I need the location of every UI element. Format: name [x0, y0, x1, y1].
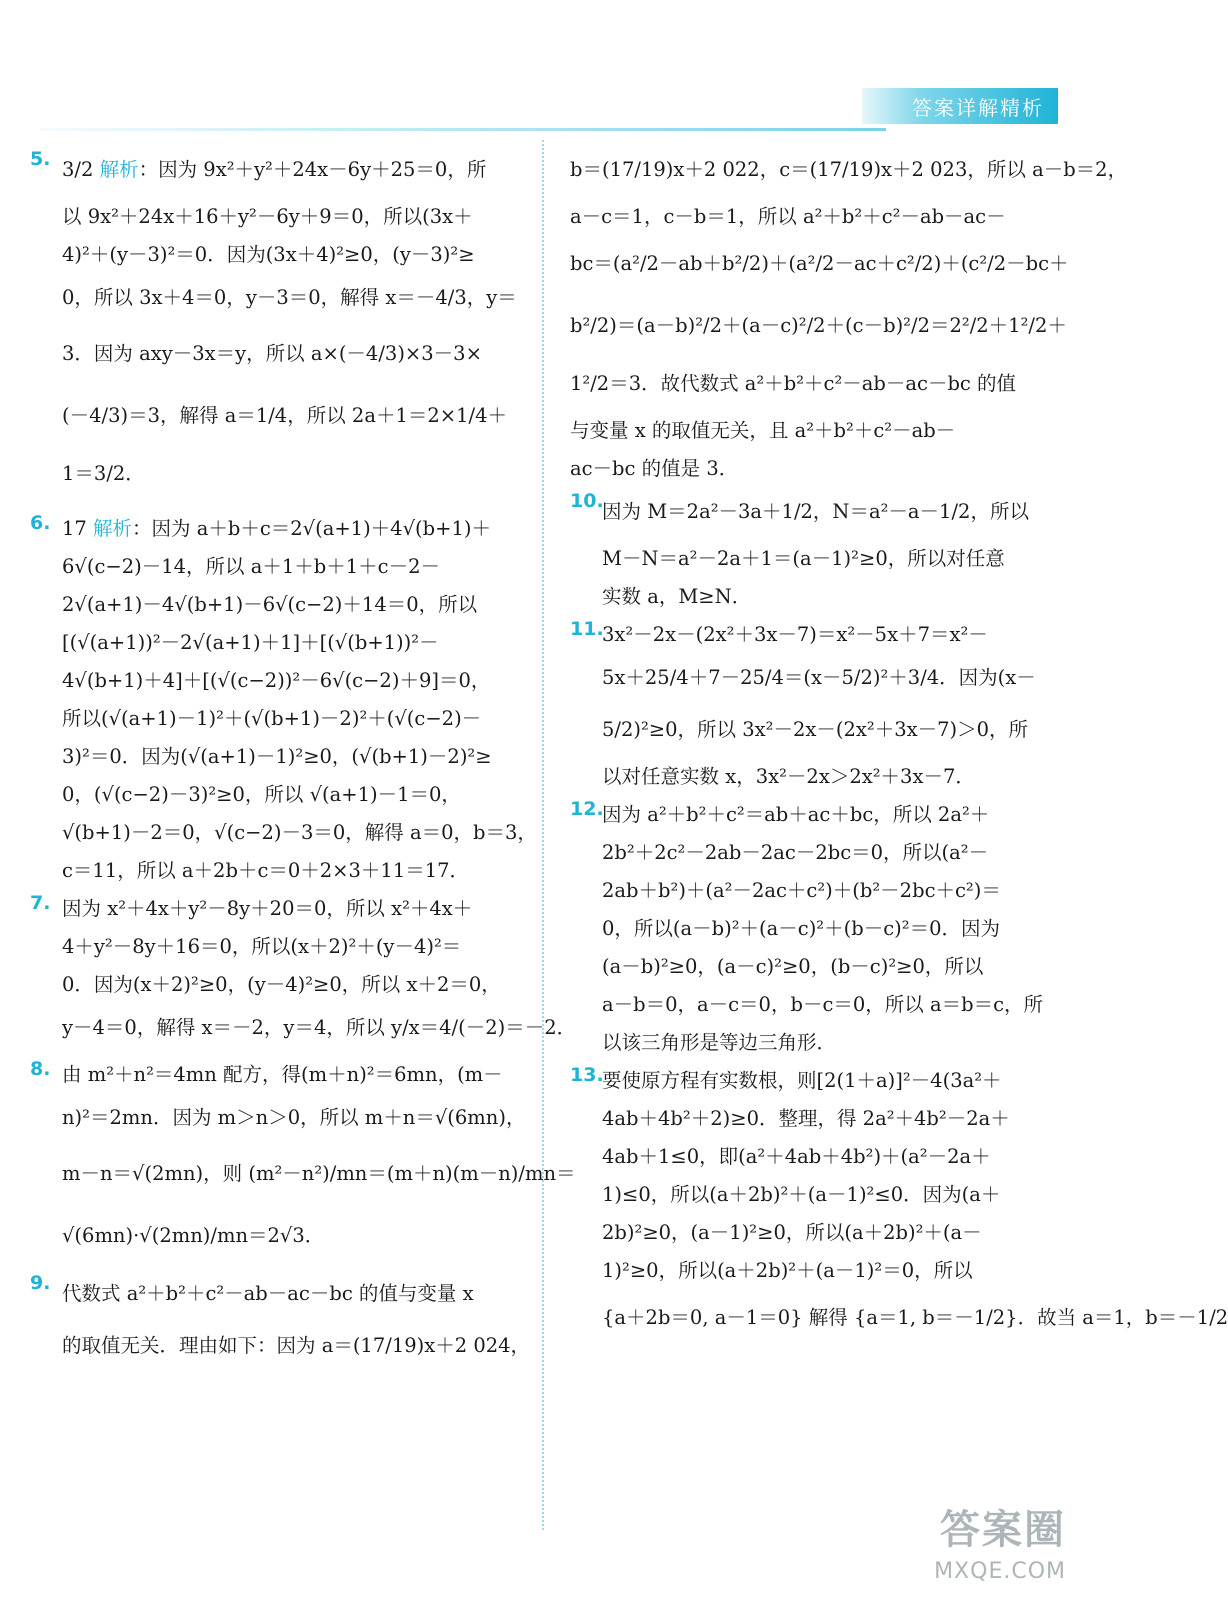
answer-line: 17 解析：因为 a＋b＋c＝2√(a+1)＋4√(b+1)＋: [62, 517, 491, 540]
answer-line: ac－bc 的值是 3．: [570, 457, 739, 480]
answer-line: 0，所以 3x＋4＝0，y－3＝0，解得 x＝－4/3，y＝: [62, 286, 517, 309]
answer-line: a－c＝1，c－b＝1，所以 a²＋b²＋c²－ab－ac－: [570, 205, 1006, 228]
answer-line: 5/2)²≥0，所以 3x²－2x－(2x²＋3x－7)＞0，所: [602, 718, 1029, 741]
answer-line: 4√(b+1)＋4]＋[(√(c−2))²－6√(c−2)＋9]＝0，: [62, 669, 491, 692]
answer-line: bc＝(a²/2－ab＋b²/2)＋(a²/2－ac＋c²/2)＋(c²/2－bc＋: [570, 252, 1069, 275]
problem-13: [570, 1064, 1228, 1344]
answer-line: 5x＋25/4＋7－25/4＝(x－5/2)²＋3/4．因为(x－: [602, 666, 1036, 689]
problem-7: [30, 892, 577, 1050]
problem-9: [30, 1272, 531, 1368]
answer-line: 的取值无关．理由如下：因为 a＝(17/19)x＋2 024，: [62, 1334, 531, 1357]
right-column: [570, 148, 1228, 1354]
answer-line: 1)≤0，所以(a＋2b)²＋(a－1)²≤0．因为(a＋: [602, 1183, 1001, 1206]
answer-line: 2ab＋b²)＋(a²－2ac＋c²)＋(b²－2bc＋c²)＝: [602, 879, 1001, 902]
problem-6: [30, 512, 537, 888]
header-banner: [862, 88, 1058, 124]
answer-line: c＝11，所以 a＋2b＋c＝0＋2×3＋11＝17．: [62, 859, 470, 882]
answer-line: 0，所以(a－b)²＋(a－c)²＋(b－c)²＝0．因为: [602, 917, 1000, 940]
answer-line: y－4＝0，解得 x＝－2，y＝4，所以 y/x＝4/(－2)＝－2．: [62, 1016, 577, 1039]
answer-line: [(√(a+1))²－2√(a+1)＋1]＋[(√(b+1))²－: [62, 631, 439, 654]
answer-line: 1＝3/2．: [62, 462, 145, 485]
answer-line: 4ab＋1≤0，即(a²＋4ab＋4b²)＋(a²－2a＋: [602, 1145, 991, 1168]
analysis-tag: 解析: [93, 517, 133, 540]
answer-line: 以对任意实数 x，3x²－2x＞2x²＋3x－7．: [602, 765, 975, 788]
answer-line: 3)²＝0．因为(√(a+1)－1)²≥0，(√(b+1)－2)²≥: [62, 745, 492, 768]
answer-line: n)²＝2mn．因为 m＞n＞0，所以 m＋n＝√(6mn)，: [62, 1106, 526, 1129]
problem-number: 8.: [30, 1058, 51, 1080]
problem-10: [570, 490, 1036, 614]
problem-8: [30, 1058, 576, 1262]
problem-number: 6.: [30, 512, 51, 534]
answer-line: 2b)²≥0，(a－1)²≥0，所以(a＋2b)²＋(a－: [602, 1221, 982, 1244]
problem-5: [30, 148, 516, 496]
answer-line: m－n＝√(2mn)，则 (m²－n²)/mn＝(m＋n)(m－n)/mn＝: [62, 1162, 576, 1185]
answer-line: 0，(√(c−2)－3)²≥0，所以 √(a+1)－1＝0，: [62, 783, 461, 806]
problem-number: 7.: [30, 892, 51, 914]
answer-line: 代数式 a²＋b²＋c²－ab－ac－bc 的值与变量 x: [62, 1282, 474, 1305]
answer-line: 4)²＋(y－3)²＝0．因为(3x＋4)²≥0，(y－3)²≥: [62, 243, 475, 266]
answer-line: b²/2)＝(a－b)²/2＋(a－c)²/2＋(c－b)²/2＝2²/2＋1²/2＋: [570, 314, 1067, 337]
answer-line: M－N＝a²－2a＋1＝(a－1)²≥0，所以对任意: [602, 547, 1005, 570]
answer-line: 2√(a+1)－4√(b+1)－6√(c−2)＋14＝0，所以: [62, 593, 478, 616]
watermark-logo: 答案圈: [940, 1507, 1066, 1553]
answer-line: 1)²≥0，所以(a＋2b)²＋(a－1)²＝0，所以: [602, 1259, 973, 1282]
header-title: 答案详解精析: [912, 96, 1044, 120]
problem-number: 5.: [30, 148, 51, 170]
answer-line: 2b²＋2c²－2ab－2ac－2bc＝0，所以(a²－: [602, 841, 989, 864]
answer-line: (a－b)²≥0，(a－c)²≥0，(b－c)²≥0，所以: [602, 955, 984, 978]
answer-line: 实数 a，M≥N．: [602, 585, 752, 608]
answer-line: 要使原方程有实数根，则[2(1＋a)]²－4(3a²＋: [602, 1069, 1002, 1092]
watermark-url: MXQE.COM: [934, 1559, 1066, 1584]
column-divider: [542, 140, 544, 1530]
answer-line: 与变量 x 的取值无关，且 a²＋b²＋c²－ab－: [570, 419, 956, 442]
answer-line: b＝(17/19)x＋2 022，c＝(17/19)x＋2 023，所以 a－b＝2，: [570, 158, 1128, 181]
answer-line: 3．因为 axy－3x＝y，所以 a×(－4/3)×3－3×: [62, 342, 482, 365]
left-column: [30, 148, 577, 1376]
answer-line: 6√(c−2)－14，所以 a＋1＋b＋1＋c－2－: [62, 555, 440, 578]
answer-line: 0．因为(x＋2)²≥0，(y－4)²≥0，所以 x＋2＝0，: [62, 973, 501, 996]
answer-line: 4＋y²－8y＋16＝0，所以(x＋2)²＋(y－4)²＝: [62, 935, 462, 958]
answer-line: (－4/3)＝3，解得 a＝1/4，所以 2a＋1＝2×1/4＋: [62, 404, 507, 427]
answer-line: 4ab＋4b²＋2)≥0．整理，得 2a²＋4b²－2a＋: [602, 1107, 1010, 1130]
answer-line: a－b＝0，a－c＝0，b－c＝0，所以 a＝b＝c，所: [602, 993, 1044, 1016]
problem-number: 13.: [570, 1064, 604, 1086]
problem-12: [570, 798, 1044, 1060]
site-watermark: [926, 1498, 1066, 1584]
answer-line: 由 m²＋n²＝4mn 配方，得(m＋n)²＝6mn，(m－: [62, 1063, 503, 1086]
answer-line: 3x²－2x－(2x²＋3x－7)＝x²－5x＋7＝x²－: [602, 623, 988, 646]
answer-line: 因为 a²＋b²＋c²＝ab＋ac＋bc，所以 2a²＋: [602, 803, 990, 826]
problem-number: 9.: [30, 1272, 51, 1294]
problem-11: [570, 618, 1036, 794]
answer-line: 3/2 解析：因为 9x²＋y²＋24x－6y＋25＝0，所: [62, 158, 487, 181]
problem-9-continued: [570, 148, 1128, 486]
answer-line: 因为 x²＋4x＋y²－8y＋20＝0，所以 x²＋4x＋: [62, 897, 473, 920]
header-rule: [40, 128, 886, 131]
answer-line: 因为 M＝2a²－3a＋1/2，N＝a²－a－1/2，所以: [602, 500, 1029, 523]
answer-line: 所以(√(a+1)－1)²＋(√(b+1)－2)²＋(√(c−2)－: [62, 707, 482, 730]
problem-number: 10.: [570, 490, 604, 512]
answer-line: {a＋2b＝0, a－1＝0} 解得 {a＝1, b＝－1/2}．故当 a＝1，b＝－1/2: [602, 1306, 1228, 1329]
answer-line: 以 9x²＋24x＋16＋y²－6y＋9＝0，所以(3x＋: [62, 205, 473, 228]
answer-line: 以该三角形是等边三角形．: [602, 1031, 837, 1054]
answer-line: √(b+1)－2＝0，√(c−2)－3＝0，解得 a＝0，b＝3，: [62, 821, 537, 844]
answer-line: √(6mn)·√(2mn)/mn＝2√3．: [62, 1224, 325, 1247]
problem-number: 11.: [570, 618, 604, 640]
answer-line: 1²/2＝3．故代数式 a²＋b²＋c²－ab－ac－bc 的值: [570, 372, 1017, 395]
analysis-tag: 解析: [99, 158, 139, 181]
problem-number: 12.: [570, 798, 604, 820]
